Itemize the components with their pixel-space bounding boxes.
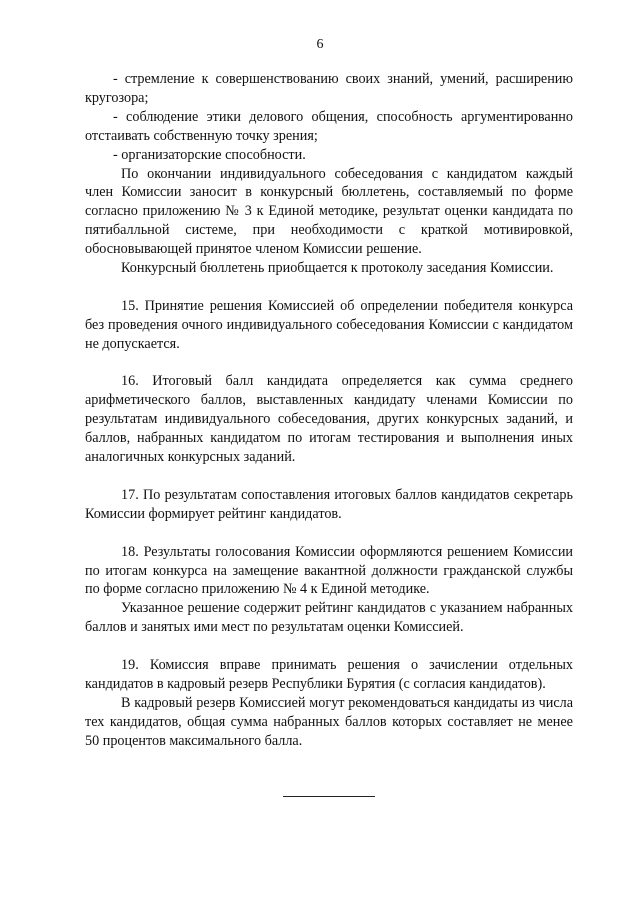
paragraph-ballot-entry: По окончании индивидуального собеседования с кандидатом каждый член Комиссии заносит в конкурсный бюллетень, составляемый по форме согласно приложению № 3 к Единой методике, результат оценки кандидата по пятибалльной системе, при необходимости с краткой мотивировкой, обосновывающей принятое членом Комиссии решение. [85, 165, 573, 258]
bullet-business-ethics: - соблюдение этики делового общения, способность аргументированно отстаивать собственную точку зрения; [85, 108, 573, 144]
end-divider [283, 796, 375, 797]
item-15: 15. Принятие решения Комиссией об определении победителя конкурса без проведения очного индивидуального собеседования Комиссии с кандидатом не допускается. [85, 297, 573, 352]
item-17: 17. По результатам сопоставления итоговых баллов кандидатов секретарь Комиссии формирует рейтинг кандидатов. [85, 486, 573, 522]
paragraph-ballot-attach: Конкурсный бюллетень приобщается к протоколу заседания Комиссии. [121, 260, 554, 277]
item-18-decision: Указанное решение содержит рейтинг кандидатов с указанием набранных баллов и занятых ими мест по результатам оценки Комиссией. [85, 600, 573, 636]
item-18: 18. Результаты голосования Комиссии оформляются решением Комиссии по итогам конкурса на замещение вакантной должности гражданской службы по форме согласно приложению № 4 к Единой методике. [85, 543, 573, 598]
item-16: 16. Итоговый балл кандидата определяется как сумма среднего арифметического баллов, выставленных кандидату членами Комиссии по результатам индивидуального собеседования, других конкурсных заданий, и баллов, набранных кандидатом по итогам тестирования и выполнения иных аналогичных конкурсных заданий. [85, 373, 573, 466]
item-19-reserve: В кадровый резерв Комиссией могут рекомендоваться кандидаты из числа тех кандидатов, общая сумма набранных баллов которых составляет не менее 50 процентов максимального балла. [85, 694, 573, 749]
page-number: 6 [316, 37, 324, 52]
document-body [85, 70, 573, 751]
bullet-organizational-skills: - организаторские способности. [113, 146, 306, 163]
bullet-self-improvement: - стремление к совершенствованию своих знаний, умений, расширению кругозора; [85, 71, 573, 106]
item-19: 19. Комиссия вправе принимать решения о зачислении отдельных кандидатов в кадровый резерв Республики Бурятия (с согласия кандидатов). [85, 657, 573, 692]
